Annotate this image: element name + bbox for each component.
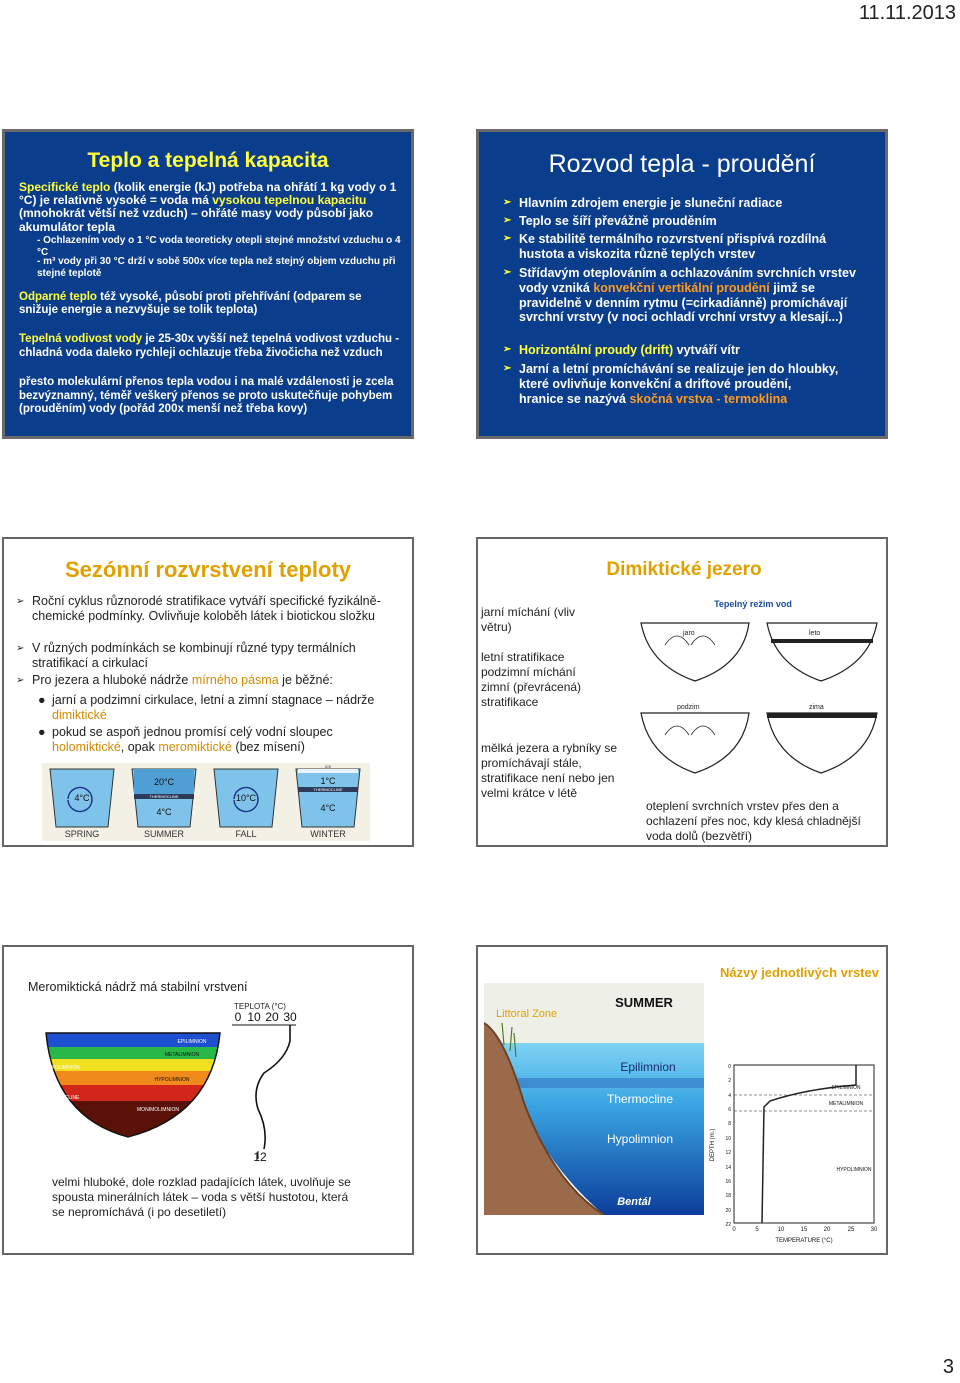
epilimnion-label: EPILIMNION bbox=[177, 1039, 207, 1045]
slide-4-text-1: jarní míchání (vliv větru) bbox=[481, 605, 576, 634]
xtick-5: 5 bbox=[755, 1227, 759, 1233]
label-zima: zima bbox=[809, 704, 824, 711]
xtick-10: 10 bbox=[777, 1227, 785, 1233]
slide-5 bbox=[2, 945, 414, 1255]
graph-epi: EPILIMNION bbox=[831, 1085, 861, 1091]
ytick-6: 6 bbox=[728, 1107, 731, 1113]
specific-heat-text: (kolik energie (kJ) potřeba na ohřátí 1 kg vody o 1 °C) je relativně vysoké = voda má bbox=[19, 180, 397, 208]
xtick-25: 25 bbox=[847, 1227, 855, 1233]
slide-2-bullet-2: ➢ Teplo se šíří převážně prouděním bbox=[503, 214, 717, 228]
epilimnion-label: Epilimnion bbox=[620, 1060, 676, 1074]
depth-temperature-graph bbox=[706, 1059, 884, 1245]
ytick-12: 12 bbox=[725, 1150, 731, 1156]
summer-label: SUMMER bbox=[615, 995, 673, 1010]
lake-layers-picture bbox=[484, 983, 704, 1215]
xtick-0: 0 bbox=[732, 1227, 736, 1233]
slide-3 bbox=[2, 537, 414, 847]
slide-3-title: Sezónní rozvrstvení teploty bbox=[64, 557, 352, 582]
slide-2 bbox=[476, 129, 888, 439]
slide-1-evaporation bbox=[19, 291, 403, 317]
conductivity-term: Tepelná vodivost vody bbox=[19, 333, 143, 345]
slide-2-bullet-5: ➢ Horizontální proudy (drift) vytváří vítr bbox=[503, 343, 740, 357]
winter-thermocline: THERMOCLINE bbox=[313, 787, 343, 792]
slide-5-caption-1: Meromiktická nádrž má stabilní vrstvení bbox=[28, 980, 248, 994]
ytick-0: 0 bbox=[728, 1064, 731, 1070]
label-podzim: podzim bbox=[677, 704, 700, 711]
xtick-15: 15 bbox=[800, 1227, 808, 1233]
tick-20: 20 bbox=[265, 1010, 279, 1024]
ytick-10: 10 bbox=[725, 1136, 731, 1142]
ytick-22: 22 bbox=[725, 1222, 731, 1228]
slide-4-text-4: oteplení svrchních vrstev přes den a ochlazení přes noc, kdy klesá chladnější voda dolů (bezvětří) bbox=[646, 799, 861, 843]
meromictic-diagram bbox=[32, 999, 312, 1163]
slide-1-title: Teplo a tepelná kapacita bbox=[87, 149, 329, 172]
thermal-regime-diagram bbox=[631, 595, 887, 793]
thermocline-label: Thermocline bbox=[606, 1092, 674, 1106]
specific-heat-text-2: (mnohokrát větší než vzduch) – ohřáté masy vody působí jako akumulátor tepla bbox=[19, 206, 374, 234]
ytick-20: 20 bbox=[725, 1208, 731, 1214]
spring-temp: 4°C bbox=[74, 793, 90, 803]
slide-2-bullet-3: ➢ Ke stabilitě termálního rozvrstvení přispívá rozdílná hustota a viskozita různě teplých vrstev bbox=[503, 232, 827, 261]
ytick-4: 4 bbox=[728, 1093, 731, 1099]
bottom-value: 12 bbox=[253, 1150, 267, 1163]
slide-1-sub-2: - m³ vody při 30 °C drží v sobě 500x více tepla než stejný objem vzduchu při stejné teplotě bbox=[37, 256, 396, 279]
slide-1-molecular: přesto molekulární přenos tepla vodou i na malé vzdálenosti je zcela bezvýznamný, téměř veškerý přenos se proto uskutečňuje pohybem (prouděním) vody (pořád 200x menší než třeba kovy) bbox=[19, 376, 394, 415]
evaporation-term: Odparné teplo bbox=[19, 291, 97, 303]
slide-3-bullet-1: ➢ Roční cyklus různorodé stratifikace vytváří specifické fyzikálně-chemické podmínky. Ovlivňuje koloběh látek i biotickou složku bbox=[16, 594, 381, 624]
metalimnion-label: METALIMNION bbox=[164, 1052, 200, 1058]
winter-label: WINTER bbox=[310, 829, 346, 839]
tick-0: 0 bbox=[234, 1010, 242, 1024]
slide-4-title: Dimiktické jezero bbox=[606, 559, 762, 580]
slide-4-text-3: mělká jezera a rybníky se promíchávají stále, stratifikace není nebo jen velmi krátce v létě bbox=[481, 741, 618, 800]
chemocline-label: CHEMOCLINE bbox=[46, 1095, 80, 1101]
fall-temp: 10°C bbox=[235, 793, 257, 803]
slide-2-bullet-6: ➢ Jarní a letní promíchávání se realizuje jen do hloubky, které ovlivňuje konvekční a driftové proudění, hranice se nazývá skočná vrstva - termoklina bbox=[503, 362, 839, 406]
ytick-18: 18 bbox=[725, 1193, 731, 1199]
slide-3-bullet-3: ➢ Pro jezera a hluboké nádrže mírného pásma je běžné: bbox=[16, 673, 333, 687]
littoral-label: Littoral Zone bbox=[496, 1008, 558, 1020]
graph-ylabel: DEPTH (m.) bbox=[710, 1128, 716, 1162]
tick-10: 10 bbox=[247, 1010, 261, 1024]
slide-2-bullet-4: ➢ Střídavým oteplováním a ochlazováním svrchních vrstev vody vzniká konvekční vertikální proudění jimž se pravidelně v denním rytmu (=cirkadiánně) promíchávají svrchní vrstvy (v noci ochladí vrchní vrstvy a klesají...) bbox=[503, 266, 856, 325]
seasons-diagram bbox=[42, 763, 370, 841]
slide-4 bbox=[476, 537, 888, 847]
monimolimnion-label: MONIMOLIMNION bbox=[137, 1107, 179, 1113]
slide-1-conductivity bbox=[19, 333, 403, 360]
slide-4-text-2: letní stratifikace podzimní míchání zimní (převrácená) stratifikace bbox=[481, 650, 582, 709]
spring-label: SPRING bbox=[64, 829, 100, 839]
label-leto: leto bbox=[809, 630, 821, 637]
graph-meta: METALIMNION bbox=[828, 1101, 864, 1107]
bental-label: Bentál bbox=[617, 1196, 651, 1208]
slide-5-caption-2: velmi hluboké, dole rozklad padajících látek, uvolňuje se spousta minerálních látek – voda s větší hustotou, která se nepromíchává (i po desetiletí) bbox=[52, 1175, 351, 1219]
slide-2-bullet-1: ➢ Hlavním zdrojem energie je sluneční radiace bbox=[503, 196, 783, 210]
summer-bottom-temp: 4°C bbox=[156, 807, 172, 817]
slide-3-sub-1: ● jarní a podzimní cirkulace, letní a zimní stagnace – nádrže dimiktické bbox=[38, 693, 375, 723]
heat-capacity-term: vysokou tepelnou kapacitu bbox=[212, 193, 367, 208]
graph-xlabel: TEMPERATURE (°C) bbox=[775, 1238, 833, 1244]
slide-6 bbox=[476, 945, 888, 1255]
ytick-2: 2 bbox=[728, 1078, 731, 1084]
ytick-14: 14 bbox=[725, 1165, 731, 1171]
winter-top-temp: 1°C bbox=[320, 776, 336, 786]
date: 11.11.2013 bbox=[858, 2, 956, 24]
ytick-16: 16 bbox=[725, 1179, 731, 1185]
teplota-label: TEPLOTA (°C) bbox=[234, 1002, 286, 1011]
summer-label: SUMMER bbox=[144, 829, 184, 839]
mixolimnion-label: MIXOLIMNION bbox=[46, 1065, 80, 1071]
tick-30: 30 bbox=[283, 1010, 297, 1024]
specific-heat-term: Specifické teplo bbox=[19, 180, 111, 194]
summer-top-temp: 20°C bbox=[153, 777, 175, 787]
graph-hypo: HYPOLIMNION bbox=[836, 1167, 872, 1173]
hypolimnion-label: HYPOLIMNION bbox=[154, 1077, 190, 1083]
page-number: 3 bbox=[942, 1356, 954, 1378]
slide-2-title: Rozvod tepla - proudění bbox=[548, 150, 816, 178]
conductivity-text: je 25-30x vyšší než tepelná vodivost vzduchu - chladná voda daleko rychleji ochlazuje třeba živočicha než vzduch bbox=[19, 333, 400, 359]
evaporation-text: též vysoké, působí proti přehřívání (odparem se snižuje energie a nezvyšuje se tolik teplota) bbox=[19, 291, 362, 316]
slide-3-bullet-2: ➢ V různých podmínkách se kombinují různé typy termálních stratifikací a cirkulací bbox=[16, 641, 356, 671]
thermal-regime-title: Tepelný režim vod bbox=[714, 599, 792, 609]
slide-6-heading: Názvy jednotlivých vrstev bbox=[720, 965, 879, 980]
slide-1-sub-1: - Ochlazením vody o 1 °C voda teoreticky otepli stejné množství vzduchu o 4 °C bbox=[37, 235, 401, 258]
summer-thermocline: THERMOCLINE bbox=[149, 794, 179, 799]
slide-1 bbox=[2, 129, 414, 439]
slide-1-specific-heat bbox=[19, 181, 403, 234]
label-jaro: jaro bbox=[683, 630, 695, 637]
xtick-30: 30 bbox=[870, 1227, 878, 1233]
winter-ice: ICE bbox=[324, 764, 332, 769]
winter-bottom-temp: 4°C bbox=[320, 803, 336, 813]
ytick-8: 8 bbox=[728, 1121, 731, 1127]
slide-3-sub-2: ● pokud se aspoň jednou promísí celý vodní sloupec holomiktické, opak meromiktické (bez mísení) bbox=[38, 725, 333, 755]
xtick-20: 20 bbox=[823, 1227, 831, 1233]
hypolimnion-label: Hypolimnion bbox=[606, 1132, 674, 1146]
fall-label: FALL bbox=[235, 829, 257, 839]
